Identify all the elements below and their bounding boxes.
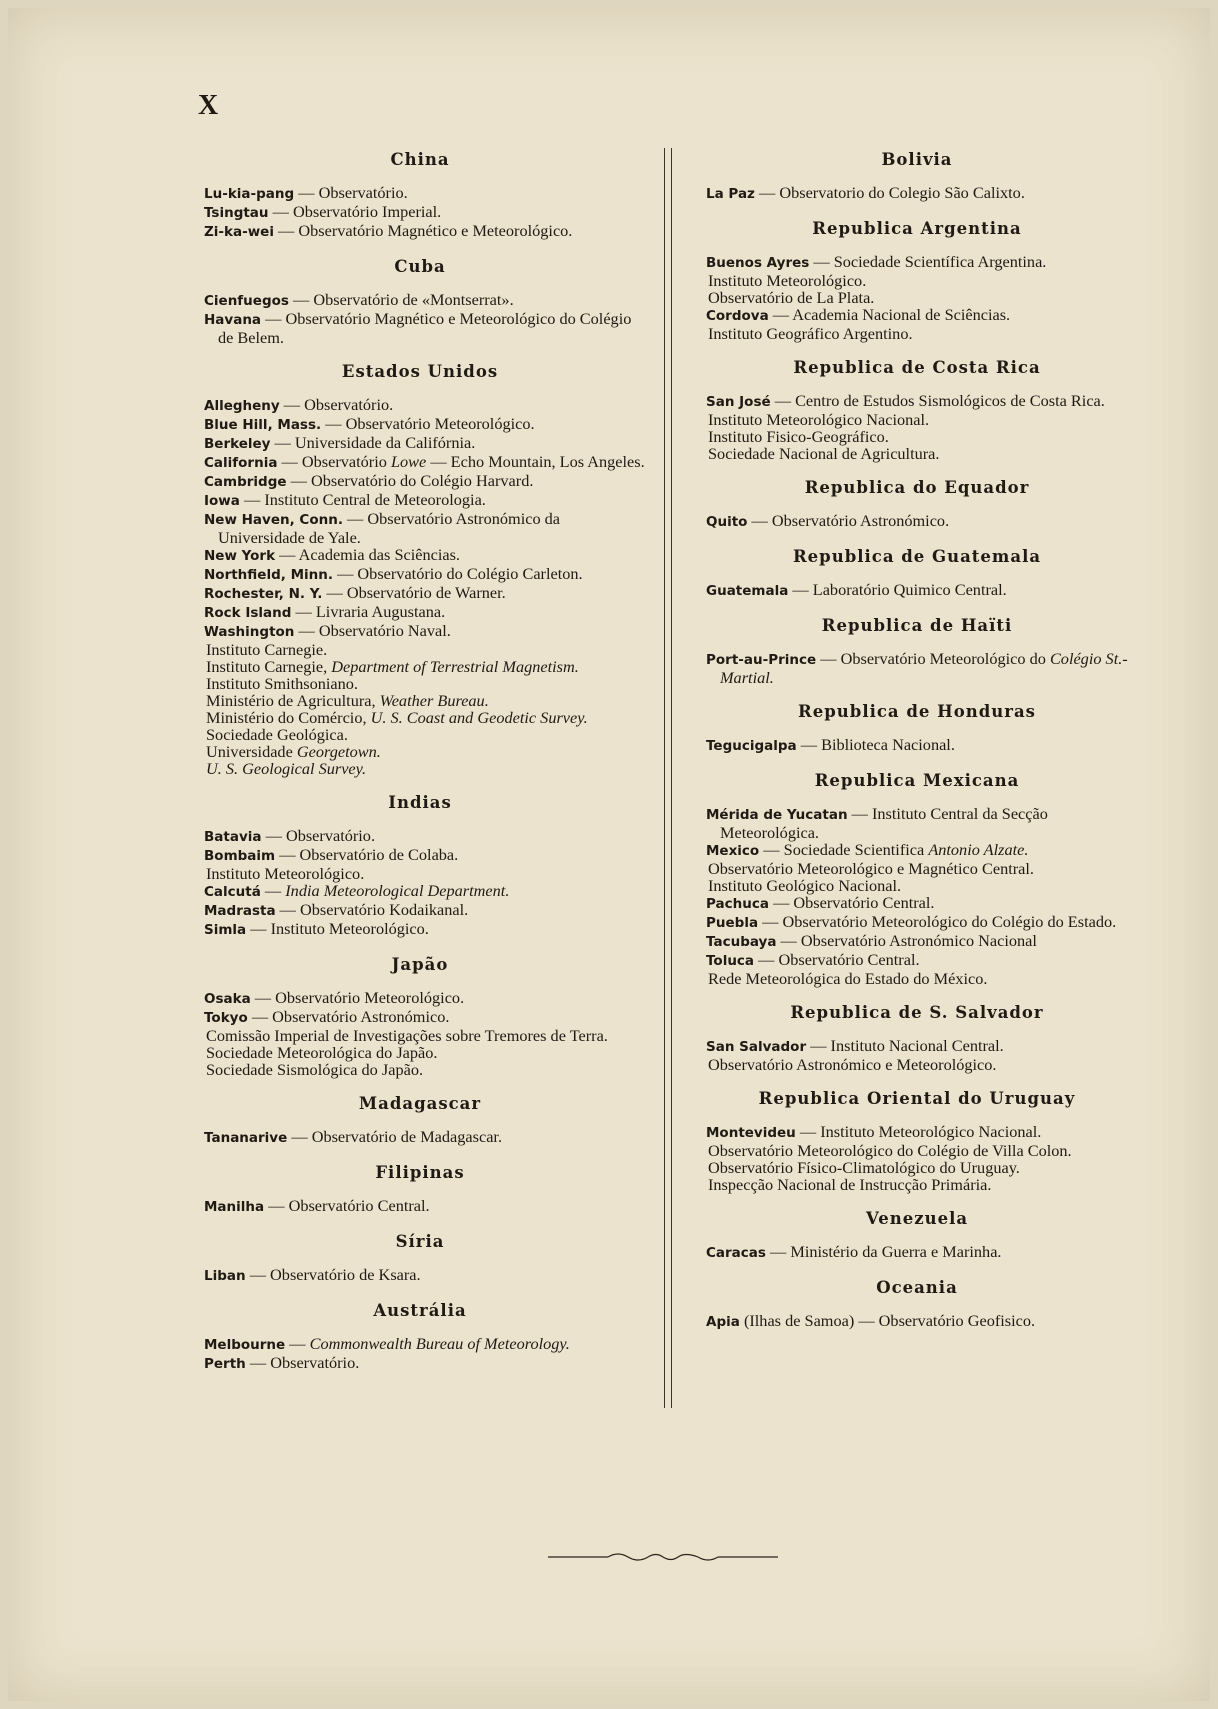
entry [692, 272, 1142, 289]
section-indias [190, 791, 650, 939]
entry-text: — Observatório. [265, 826, 376, 845]
entry [190, 1027, 650, 1044]
entry-text: Instituto Geológico Nacional. [708, 876, 902, 895]
entry [692, 1037, 1142, 1056]
entry-city: Tegucigalpa [706, 738, 797, 754]
entry [190, 203, 650, 222]
entry-city: Allegheny [204, 398, 280, 414]
entry [692, 1056, 1142, 1073]
section-heading: Republica Oriental do Uruguay [758, 1089, 1076, 1108]
entry [692, 445, 1142, 462]
entry-city: Tananarive [204, 1130, 288, 1146]
entry-city: Washington [204, 624, 295, 640]
entry-city: Rochester, N. Y. [204, 586, 323, 602]
entry-city: Iowa [204, 493, 240, 509]
entry [692, 1312, 1142, 1331]
entry-text: Instituto Geográfico Argentino. [708, 324, 913, 343]
entry [692, 932, 1142, 951]
entry-text: — Observatório Meteorológico. [325, 414, 535, 433]
entry [692, 805, 1142, 841]
entry-city: Cordova [706, 308, 769, 324]
section-heading: Indias [388, 793, 452, 812]
entry [190, 920, 650, 939]
entry-city: Batavia [204, 829, 262, 845]
entry [692, 860, 1142, 877]
entry-city: Cambridge [204, 474, 287, 490]
section-republica-mexicana [692, 769, 1142, 987]
entry-city: Manilha [204, 1199, 265, 1215]
entry [692, 1159, 1142, 1176]
entry [692, 951, 1142, 970]
entry-city: Simla [204, 922, 247, 938]
section-heading: Republica de S. Salvador [790, 1003, 1044, 1022]
entry [190, 184, 650, 203]
section-bolivia [692, 148, 1142, 203]
section-heading: Republica de Honduras [798, 702, 1036, 721]
entry-city: Mérida de Yucatan [706, 807, 848, 823]
decorative-flourish-icon [548, 1550, 778, 1564]
entry-text: — Observatório do Colégio Harvard. [290, 471, 534, 490]
entry [190, 491, 650, 510]
entry-text: Instituto Meteorológico. [206, 864, 365, 883]
entry-text: — Observatório Astronómico. [251, 1007, 450, 1026]
section-heading: Filipinas [375, 1163, 465, 1182]
section-heading: Cuba [394, 257, 446, 276]
entry-city: Caracas [706, 1245, 766, 1261]
entry-text: Sociedade Sismológica do Japão. [206, 1060, 424, 1079]
entry [692, 428, 1142, 445]
entry [190, 472, 650, 491]
entry [190, 641, 650, 658]
entry-text: Observatório Físico-Climatológico do Uruguay. [708, 1158, 1020, 1177]
entry-text: — Sociedade Scientifica [763, 840, 925, 859]
entry-italic-text: U. S. Coast and Geodetic Survey. [370, 708, 588, 727]
section-australia [190, 1299, 650, 1373]
entry-text: Universidade [206, 742, 293, 761]
entry [692, 650, 1142, 686]
entry [190, 692, 650, 709]
entry [190, 658, 650, 675]
entry-text: — Observatório de Warner. [326, 583, 506, 602]
entry [190, 846, 650, 865]
entry-city: Buenos Ayres [706, 255, 810, 271]
entry-text: — Observatório Meteorológico do [820, 649, 1046, 668]
entry-text: Ministério de Agricultura, [206, 691, 376, 710]
entry [692, 1243, 1142, 1262]
entry-text: Instituto Carnegie, [206, 657, 328, 676]
section-heading: Republica de Guatemala [792, 547, 1042, 566]
entry [190, 453, 650, 472]
entry-text: — Observatório. [298, 183, 408, 202]
entry [190, 565, 650, 584]
entry-text: Observatório de La Plata. [708, 288, 875, 307]
entry-text: Instituto Fisico-Geográfico. [708, 427, 889, 446]
entry [190, 760, 650, 777]
entry [692, 512, 1142, 531]
entry [692, 1123, 1142, 1142]
section-republica-de-honduras [692, 700, 1142, 755]
entry-text: — Ministério da Guerra e Marinha. [770, 1242, 1002, 1261]
entry-text-after: — Echo Mountain, Los Angeles. [430, 452, 645, 471]
entry-italic-text: Georgetown. [296, 742, 381, 761]
entry-text: Observatório Astronómico e Meteorológico. [708, 1055, 997, 1074]
entry [190, 989, 650, 1008]
entry-text: — Observatório Central. [773, 893, 935, 912]
entry [190, 1335, 650, 1354]
section-heading: Bolivia [881, 150, 953, 169]
section-filipinas [190, 1161, 650, 1216]
entry-city: Pachuca [706, 896, 769, 912]
entry-italic-text: U. S. Geological Survey. [206, 759, 367, 778]
section-republica-de-costa-rica [692, 356, 1142, 462]
entry [190, 622, 650, 641]
entry [190, 1061, 650, 1078]
entry-italic-text: Weather Bureau. [379, 691, 489, 710]
entry-text: Instituto Meteorológico Nacional. [708, 410, 930, 429]
entry [190, 415, 650, 434]
entry-text: Comissão Imperial de Investigações sobre Tremores de Terra. [206, 1026, 608, 1045]
entry-text: Instituto Meteorológico. [708, 271, 867, 290]
entry-text: — Observatório Magnético e Meteorológico do Colégio de Belem. [218, 309, 632, 347]
entry-text: — Observatório de «Montserrat». [293, 290, 514, 309]
entry [190, 882, 650, 901]
section-heading: Republica de Costa Rica [793, 358, 1041, 377]
section-heading: Republica Argentina [812, 219, 1022, 238]
entry-text: Observatório Meteorológico do Colégio de Villa Colon. [708, 1141, 1072, 1160]
entry [190, 434, 650, 453]
section-republica-argentina [692, 217, 1142, 342]
entry-text: — [289, 1334, 306, 1353]
entry-text: — Universidade da Califórnia. [274, 433, 476, 452]
entry [190, 1354, 650, 1373]
entry [190, 603, 650, 622]
entry-text: — Observatório do Colégio Carleton. [337, 564, 583, 583]
entry [692, 253, 1142, 272]
left-column [190, 148, 650, 1387]
section-china [190, 148, 650, 241]
section-heading: Venezuela [865, 1209, 969, 1228]
section-heading: Oceania [876, 1278, 958, 1297]
section-siria [190, 1230, 650, 1285]
entry-text: — Observatório [281, 452, 387, 471]
section-cuba [190, 255, 650, 346]
entry-city: Lu-kia-pang [204, 186, 295, 202]
entry-text: — Observatório Kodaikanal. [279, 900, 469, 919]
entry [692, 392, 1142, 411]
entry-italic-text: India Meteorological Department. [285, 881, 510, 900]
entry [190, 709, 650, 726]
entry-text: Instituto Smithsoniano. [206, 674, 358, 693]
entry-city: New Haven, Conn. [204, 512, 343, 528]
entry-text: — Observatorio do Colegio São Calixto. [759, 183, 1025, 202]
entry-city: Berkeley [204, 436, 271, 452]
entry-text: — Academia Nacional de Sciências. [772, 305, 1011, 324]
entry-text: Sociedade Geológica. [206, 725, 348, 744]
entry-text: — Observatório de Madagascar. [291, 1127, 503, 1146]
entry-city: San José [706, 394, 771, 410]
entry [190, 1197, 650, 1216]
entry-city: San Salvador [706, 1039, 807, 1055]
section-heading: Madagascar [358, 1094, 482, 1113]
entry [190, 1128, 650, 1147]
entry [692, 970, 1142, 987]
entry-text: Sociedade Meteorológica do Japão. [206, 1043, 438, 1062]
right-column [692, 148, 1142, 1345]
section-madagascar [190, 1092, 650, 1147]
entry [692, 325, 1142, 342]
section-venezuela [692, 1207, 1142, 1262]
section-japao [190, 953, 650, 1078]
section-estados-unidos [190, 360, 650, 777]
section-republica-do-equador [692, 476, 1142, 531]
entry-text: — Biblioteca Nacional. [800, 735, 955, 754]
entry-text: — Instituto Meteorológico. [250, 919, 429, 938]
section-heading: Estados Unidos [341, 362, 499, 381]
entry [692, 894, 1142, 913]
entry-text: — Livraria Augustana. [295, 602, 446, 621]
section-heading: Austrália [373, 1301, 467, 1320]
entry-text: — Observatório de Ksara. [249, 1265, 421, 1284]
entry-city: Madrasta [204, 903, 276, 919]
entry-city: Tokyo [204, 1010, 248, 1026]
entry-text: Ministério do Comércio, [206, 708, 367, 727]
entry-text: — Observatório Astronómico da Universidade de Yale. [218, 509, 561, 547]
entry-city: La Paz [706, 186, 755, 202]
entry [190, 310, 650, 346]
entry-text: Observatório Meteorológico e Magnético Central. [708, 859, 1034, 878]
entry-text: — Observatório Central. [758, 950, 920, 969]
entry-text: — Sociedade Scientífica Argentina. [813, 252, 1047, 271]
section-republica-de-s-salvador [692, 1001, 1142, 1073]
document-page [8, 8, 1210, 1701]
entry [190, 743, 650, 760]
entry-city: Calcutá [204, 884, 261, 900]
entry [190, 510, 650, 546]
entry-italic-text: Commonwealth Bureau of Meteorology. [309, 1334, 570, 1353]
entry-city: California [204, 455, 278, 471]
entry [190, 1044, 650, 1061]
entry-italic-text: Lowe [390, 452, 427, 471]
entry-text: Instituto Carnegie. [206, 640, 328, 659]
entry-city: Mexico [706, 843, 760, 859]
entry-text: — Observatório Astronómico. [751, 511, 950, 530]
entry-city: Rock Island [204, 605, 292, 621]
entry-text: — Observatório Imperial. [272, 202, 442, 221]
entry-city: Apia [706, 1314, 740, 1330]
entry-italic-text: Department of Terrestrial Magnetism. [331, 657, 579, 676]
section-republica-de-haiti [692, 614, 1142, 686]
entry-city: Tsingtau [204, 205, 269, 221]
entry-text: — Observatório de Colaba. [279, 845, 459, 864]
entry-text: — Instituto Meteorológico Nacional. [799, 1122, 1042, 1141]
entry-italic-text: Antonio Alzate. [928, 840, 1029, 859]
page-number: X [198, 90, 219, 121]
entry [190, 1008, 650, 1027]
entry [692, 736, 1142, 755]
entry-city: Bombaim [204, 848, 276, 864]
section-heading: Japão [391, 955, 449, 974]
entry-text: (Ilhas de Samoa) — Observatório Geofisico. [743, 1311, 1036, 1330]
entry-text: — Centro de Estudos Sismológicos de Costa Rica. [774, 391, 1105, 410]
entry-city: Zi-ka-wei [204, 224, 274, 240]
entry-text: — Academia das Sciências. [279, 545, 460, 564]
section-heading: Republica de Haïti [821, 616, 1013, 635]
entry-city: Liban [204, 1268, 246, 1284]
section-republica-de-guatemala [692, 545, 1142, 600]
entry [692, 306, 1142, 325]
entry [692, 1142, 1142, 1159]
section-heading: China [390, 150, 450, 169]
entry-city: Port-au-Prince [706, 652, 817, 668]
entry-text: — Observatório Central. [268, 1196, 430, 1215]
entry-city: Toluca [706, 953, 755, 969]
entry [190, 291, 650, 310]
entry [692, 289, 1142, 306]
entry-text: Rede Meteorológica do Estado do México. [708, 969, 988, 988]
entry-city: Melbourne [204, 1337, 286, 1353]
entry-city: Cienfuegos [204, 293, 289, 309]
entry-text: — Observatório Meteorológico. [254, 988, 465, 1007]
entry-city: Puebla [706, 915, 759, 931]
entry-city: Montevideu [706, 1125, 796, 1141]
entry-text: — Laboratório Quimico Central. [792, 580, 1007, 599]
entry-city: Perth [204, 1356, 246, 1372]
entry [190, 827, 650, 846]
entry [190, 675, 650, 692]
entry-text: — Instituto Central de Meteorologia. [243, 490, 486, 509]
section-heading: Republica Mexicana [814, 771, 1020, 790]
entry [190, 584, 650, 603]
entry [692, 913, 1142, 932]
entry-city: Tacubaya [706, 934, 777, 950]
entry-city: Guatemala [706, 583, 789, 599]
entry-city: Northfield, Minn. [204, 567, 333, 583]
entry-italic-text: Colégio St.-Martial. [720, 649, 1128, 687]
entry-text: — Instituto Central da Secção Meteorológica. [720, 804, 1048, 842]
entry [190, 901, 650, 920]
entry-city: Osaka [204, 991, 251, 1007]
section-republica-oriental-do-uruguay [692, 1087, 1142, 1193]
entry [692, 877, 1142, 894]
entry [692, 184, 1142, 203]
entry-city: Blue Hill, Mass. [204, 417, 322, 433]
entry-city: Quito [706, 514, 748, 530]
entry [692, 581, 1142, 600]
entry-text: — [264, 881, 282, 900]
entry-text: — Observatório Astronómico Nacional [780, 931, 1037, 950]
section-oceania [692, 1276, 1142, 1331]
entry-text: Inspecção Nacional de Instrucção Primária. [708, 1175, 992, 1194]
entry-text: — Observatório Magnético e Meteorológico. [278, 221, 573, 240]
entry-text: — Instituto Nacional Central. [810, 1036, 1004, 1055]
entry-text: Sociedade Nacional de Agricultura. [708, 444, 940, 463]
entry [190, 726, 650, 743]
section-heading: Republica do Equador [804, 478, 1030, 497]
section-heading: Síria [395, 1232, 445, 1251]
entry [190, 396, 650, 415]
entry-city: New York [204, 548, 276, 564]
entry-text: — Observatório. [249, 1353, 360, 1372]
entry [190, 865, 650, 882]
entry [692, 1176, 1142, 1193]
column-divider [664, 148, 672, 1408]
entry-city: Havana [204, 312, 262, 328]
entry [692, 841, 1142, 860]
entry-text: — Observatório. [283, 395, 394, 414]
entry [692, 411, 1142, 428]
entry-text: — Observatório Naval. [298, 621, 451, 640]
entry [190, 546, 650, 565]
entry-text: — Observatório Meteorológico do Colégio do Estado. [762, 912, 1117, 931]
entry [190, 1266, 650, 1285]
entry [190, 222, 650, 241]
